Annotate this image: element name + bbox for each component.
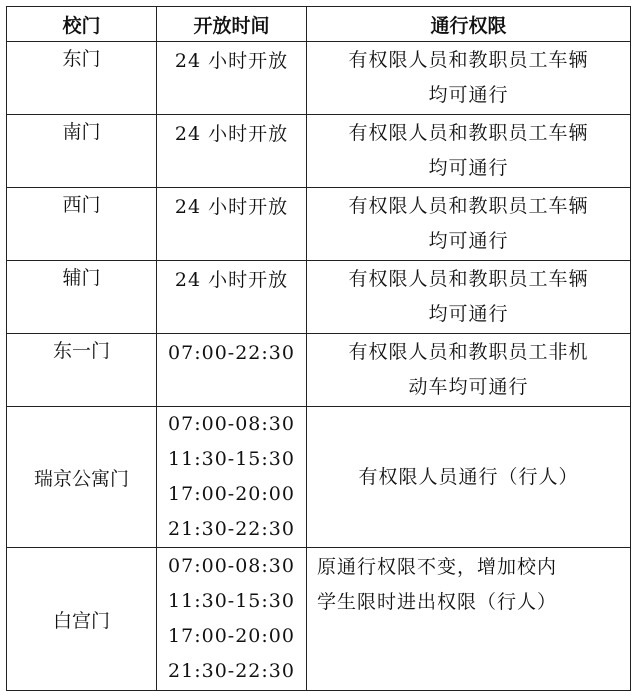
access-rights-line: 均可通行 — [428, 84, 509, 106]
header-hours: 开放时间 — [157, 7, 307, 42]
opening-hours-line: 11:30-15:30 — [168, 590, 295, 612]
gate-name-cell: 白宫门 — [7, 548, 157, 691]
access-rights-line: 均可通行 — [428, 157, 509, 179]
opening-hours-cell — [157, 334, 307, 407]
access-rights-line: 均可通行 — [428, 303, 509, 325]
access-rights-cell — [307, 115, 631, 188]
gate-name-cell: 东一门 — [7, 334, 157, 407]
table-row — [7, 42, 631, 115]
table-header-row — [7, 7, 631, 42]
access-rights-line: 有权限人员和教职员工非机 — [348, 341, 589, 363]
table-row — [7, 261, 631, 334]
table-row — [7, 407, 631, 548]
gate-name-cell: 瑞京公寓门 — [7, 407, 157, 548]
access-rights-cell — [307, 548, 631, 691]
opening-hours-cell — [157, 188, 307, 261]
opening-hours-line: 24 小时开放 — [174, 196, 289, 218]
opening-hours-cell — [157, 42, 307, 115]
table-row — [7, 115, 631, 188]
opening-hours-cell — [157, 115, 307, 188]
access-rights-line: 有权限人员和教职员工车辆 — [348, 122, 589, 144]
gate-name-cell: 西门 — [7, 188, 157, 261]
access-rights-cell — [307, 188, 631, 261]
access-rights-line: 动车均可通行 — [408, 376, 529, 398]
table-row — [7, 334, 631, 407]
access-rights-cell — [307, 42, 631, 115]
access-rights-cell — [307, 334, 631, 407]
opening-hours-line: 24 小时开放 — [174, 50, 289, 72]
access-rights-line: 学生限时进出权限（行人） — [317, 591, 558, 613]
opening-hours-cell — [157, 407, 307, 548]
opening-hours-line: 21:30-22:30 — [168, 518, 295, 540]
access-rights-line: 均可通行 — [428, 230, 509, 252]
opening-hours-line: 17:00-20:00 — [168, 483, 295, 505]
opening-hours-line: 21:30-22:30 — [168, 660, 295, 682]
opening-hours-line: 11:30-15:30 — [168, 448, 295, 470]
opening-hours-line: 07:00-08:30 — [168, 413, 295, 435]
access-rights-cell — [307, 261, 631, 334]
table-row — [7, 188, 631, 261]
header-access: 通行权限 — [307, 7, 631, 42]
access-rights-line: 有权限人员通行（行人） — [358, 465, 579, 488]
table-row — [7, 548, 631, 691]
opening-hours-cell — [157, 548, 307, 691]
access-rights-line: 原通行权限不变，增加校内 — [317, 556, 558, 578]
opening-hours-line: 24 小时开放 — [174, 123, 289, 145]
gate-name-cell: 辅门 — [7, 261, 157, 334]
gate-access-table — [6, 6, 631, 691]
opening-hours-line: 07:00-22:30 — [168, 342, 295, 364]
opening-hours-line: 07:00-08:30 — [168, 555, 295, 577]
gate-name-cell: 东门 — [7, 42, 157, 115]
access-rights-line: 有权限人员和教职员工车辆 — [348, 268, 589, 290]
access-rights-line: 有权限人员和教职员工车辆 — [348, 195, 589, 217]
access-rights-line: 有权限人员和教职员工车辆 — [348, 49, 589, 71]
access-rights-cell — [307, 407, 631, 548]
opening-hours-line: 24 小时开放 — [174, 269, 289, 291]
opening-hours-line: 17:00-20:00 — [168, 625, 295, 647]
header-gate: 校门 — [7, 7, 157, 42]
opening-hours-cell — [157, 261, 307, 334]
gate-name-cell: 南门 — [7, 115, 157, 188]
